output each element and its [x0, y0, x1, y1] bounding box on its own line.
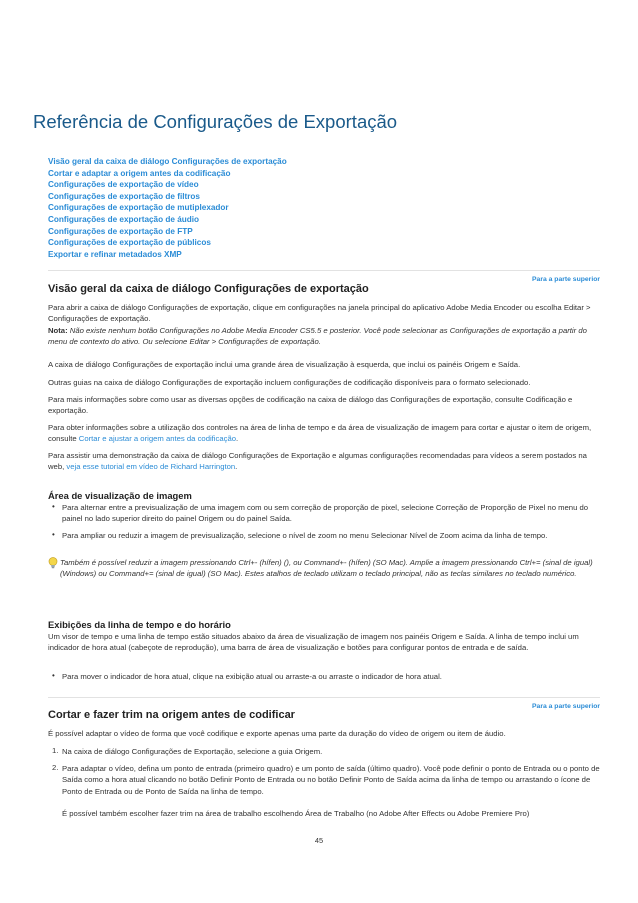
toc-link-overview[interactable]: Visão geral da caixa de diálogo Configurações de exportação [48, 157, 287, 166]
paragraph: Outras guias na caixa de diálogo Configurações de exportação incluem configurações de codificação disponíveis para o formato selecionado. [48, 378, 531, 387]
back-to-top-link[interactable]: Para a parte superior [532, 276, 600, 283]
subheading-timeline: Exibições da linha de tempo e do horário [48, 619, 231, 630]
page-title: Referência de Configurações de Exportação [33, 111, 398, 132]
list-item: Para ampliar ou reduzir a imagem de previsualização, selecione o nível de zoom no menu Selecionar Nível de Zoom acima da linha de tempo. [62, 531, 548, 540]
bullet: • [52, 530, 55, 539]
paragraph [48, 450, 603, 473]
step-item: Na caixa de diálogo Configurações de Exportação, selecione a guia Origem. [62, 747, 323, 756]
back-to-top-link[interactable]: Para a parte superior [532, 703, 600, 710]
paragraph [48, 422, 603, 445]
toc-link-audio[interactable]: Configurações de exportação de áudio [48, 214, 200, 224]
text: Para assistir uma demonstração da caixa de diálogo Configurações de Exportação e algumas configurações recomendadas para vídeos a serem postados na web, [48, 451, 587, 472]
toc-link-multiplexer[interactable]: Configurações de exportação de mutiplexador [48, 203, 229, 213]
step-number: 2. [52, 763, 59, 772]
section-heading-crop-trim: Cortar e fazer trim na origem antes de codificar [48, 709, 295, 721]
step-number: 1. [52, 746, 59, 755]
section-heading-overview: Visão geral da caixa de diálogo Configurações de exportação [48, 283, 369, 295]
toc-link-crop-trim[interactable]: Cortar e adaptar a origem antes da codificação [48, 168, 231, 178]
note-paragraph [48, 325, 603, 348]
paragraph: Para mais informações sobre como usar as diversas opções de codificação na caixa de diálogo das Configurações de exportação, consulte Codificação e exportação. [48, 395, 573, 416]
section-divider [48, 270, 600, 271]
note-label: Nota: [48, 326, 68, 335]
toc-link-video[interactable]: Configurações de exportação de vídeo [48, 180, 199, 190]
crop-adjust-link[interactable]: Cortar e ajustar a origem antes da codificação [78, 434, 237, 444]
lightbulb-icon [48, 557, 58, 569]
text: Para obter informações sobre a utilização dos controles na área de linha de tempo e da área de visualização de imagem para cortar e ajustar o item de origem, consulte [48, 423, 592, 444]
toc-link-publics[interactable]: Configurações de exportação de públicos [48, 238, 211, 248]
tutorial-video-link[interactable]: veja esse tutorial em vídeo de Richard Harrington [66, 462, 236, 472]
toc-link-ftp[interactable]: Configurações de exportação de FTP [48, 226, 193, 236]
tip-paragraph: Também é possível reduzir a imagem pressionando Ctrl+- (hífen) (), ou Command+- (hífen) (SO Mac). Amplie a imagem pressionando Ctrl+= (sinal de igual) (Windows) ou Command+= (sinal de igual) (SO Mac). Estes atalhos de teclado utilizam o teclado principal, não as teclas similares no teclado numérico. [60, 558, 593, 579]
toc-link-filters[interactable]: Configurações de exportação de filtros [48, 191, 200, 201]
step-item: Para adaptar o vídeo, defina um ponto de entrada (primeiro quadro) e um ponto de saída (último quadro). Você pode definir o ponto de Entrada ou o ponto de Saída como a hora atual clicando no botão Definir Ponto de Entrada ou no botão Definir Ponto de Saída acima da linha de tempo ou arrastando o ícone de Ponto de Entrada ou de Ponto de Saída na linha de tempo. [62, 764, 600, 796]
paragraph: É possível adaptar o vídeo de forma que você codifique e exporte apenas uma parte da duração do vídeo de origem ou item de áudio. [48, 729, 506, 738]
note-text: Não existe nenhum botão Configurações no Adobe Media Encoder CS5.5 e posterior. Você pode selecionar as Configurações de exportação a partir do menu de contexto do ativo. Ou selecione Editar > Configurações de exportação. [48, 326, 587, 347]
paragraph: A caixa de diálogo Configurações de exportação inclui uma grande área de visualização à esquerda, que inclui os painéis Origem e Saída. [48, 360, 521, 369]
subheading-preview: Área de visualização de imagem [48, 490, 192, 501]
table-of-contents [48, 156, 287, 260]
bullet: • [52, 502, 55, 511]
bullet: • [52, 671, 55, 680]
page-number: 45 [314, 836, 324, 845]
paragraph: Para abrir a caixa de diálogo Configurações de exportação, clique em configurações na janela principal do aplicativo Adobe Media Encoder ou escolha Editar > Configurações de exportação. [48, 303, 591, 324]
list-item: Para mover o indicador de hora atual, clique na exibição atual ou arraste-a ou arraste o indicador de hora atual. [62, 672, 442, 681]
text: . [236, 434, 239, 444]
paragraph: Um visor de tempo e uma linha de tempo estão situados abaixo da área de visualização de imagem nos painéis Origem e Saída. A linha de tempo inclui um indicador de hora atual (cabeçote de reprodução), uma barra de área de visualização e botões para configurar pontos de entrada e de saída. [48, 632, 579, 653]
list-item: Para alternar entre a previsualização de uma imagem com ou sem correção de proporção de pixel, selecione Correção de Proporção de Pixel no menu do painel no lado superior direito do painel Origem ou do painel Saída. [62, 503, 589, 524]
toc-link-xmp[interactable]: Exportar e refinar metadados XMP [48, 249, 182, 259]
section-divider [48, 697, 600, 698]
text: . [235, 462, 238, 472]
step-extra-paragraph: É possível também escolher fazer trim na área de trabalho escolhendo Área de Trabalho (no Adobe After Effects ou Adobe Premiere Pro) [62, 809, 530, 818]
